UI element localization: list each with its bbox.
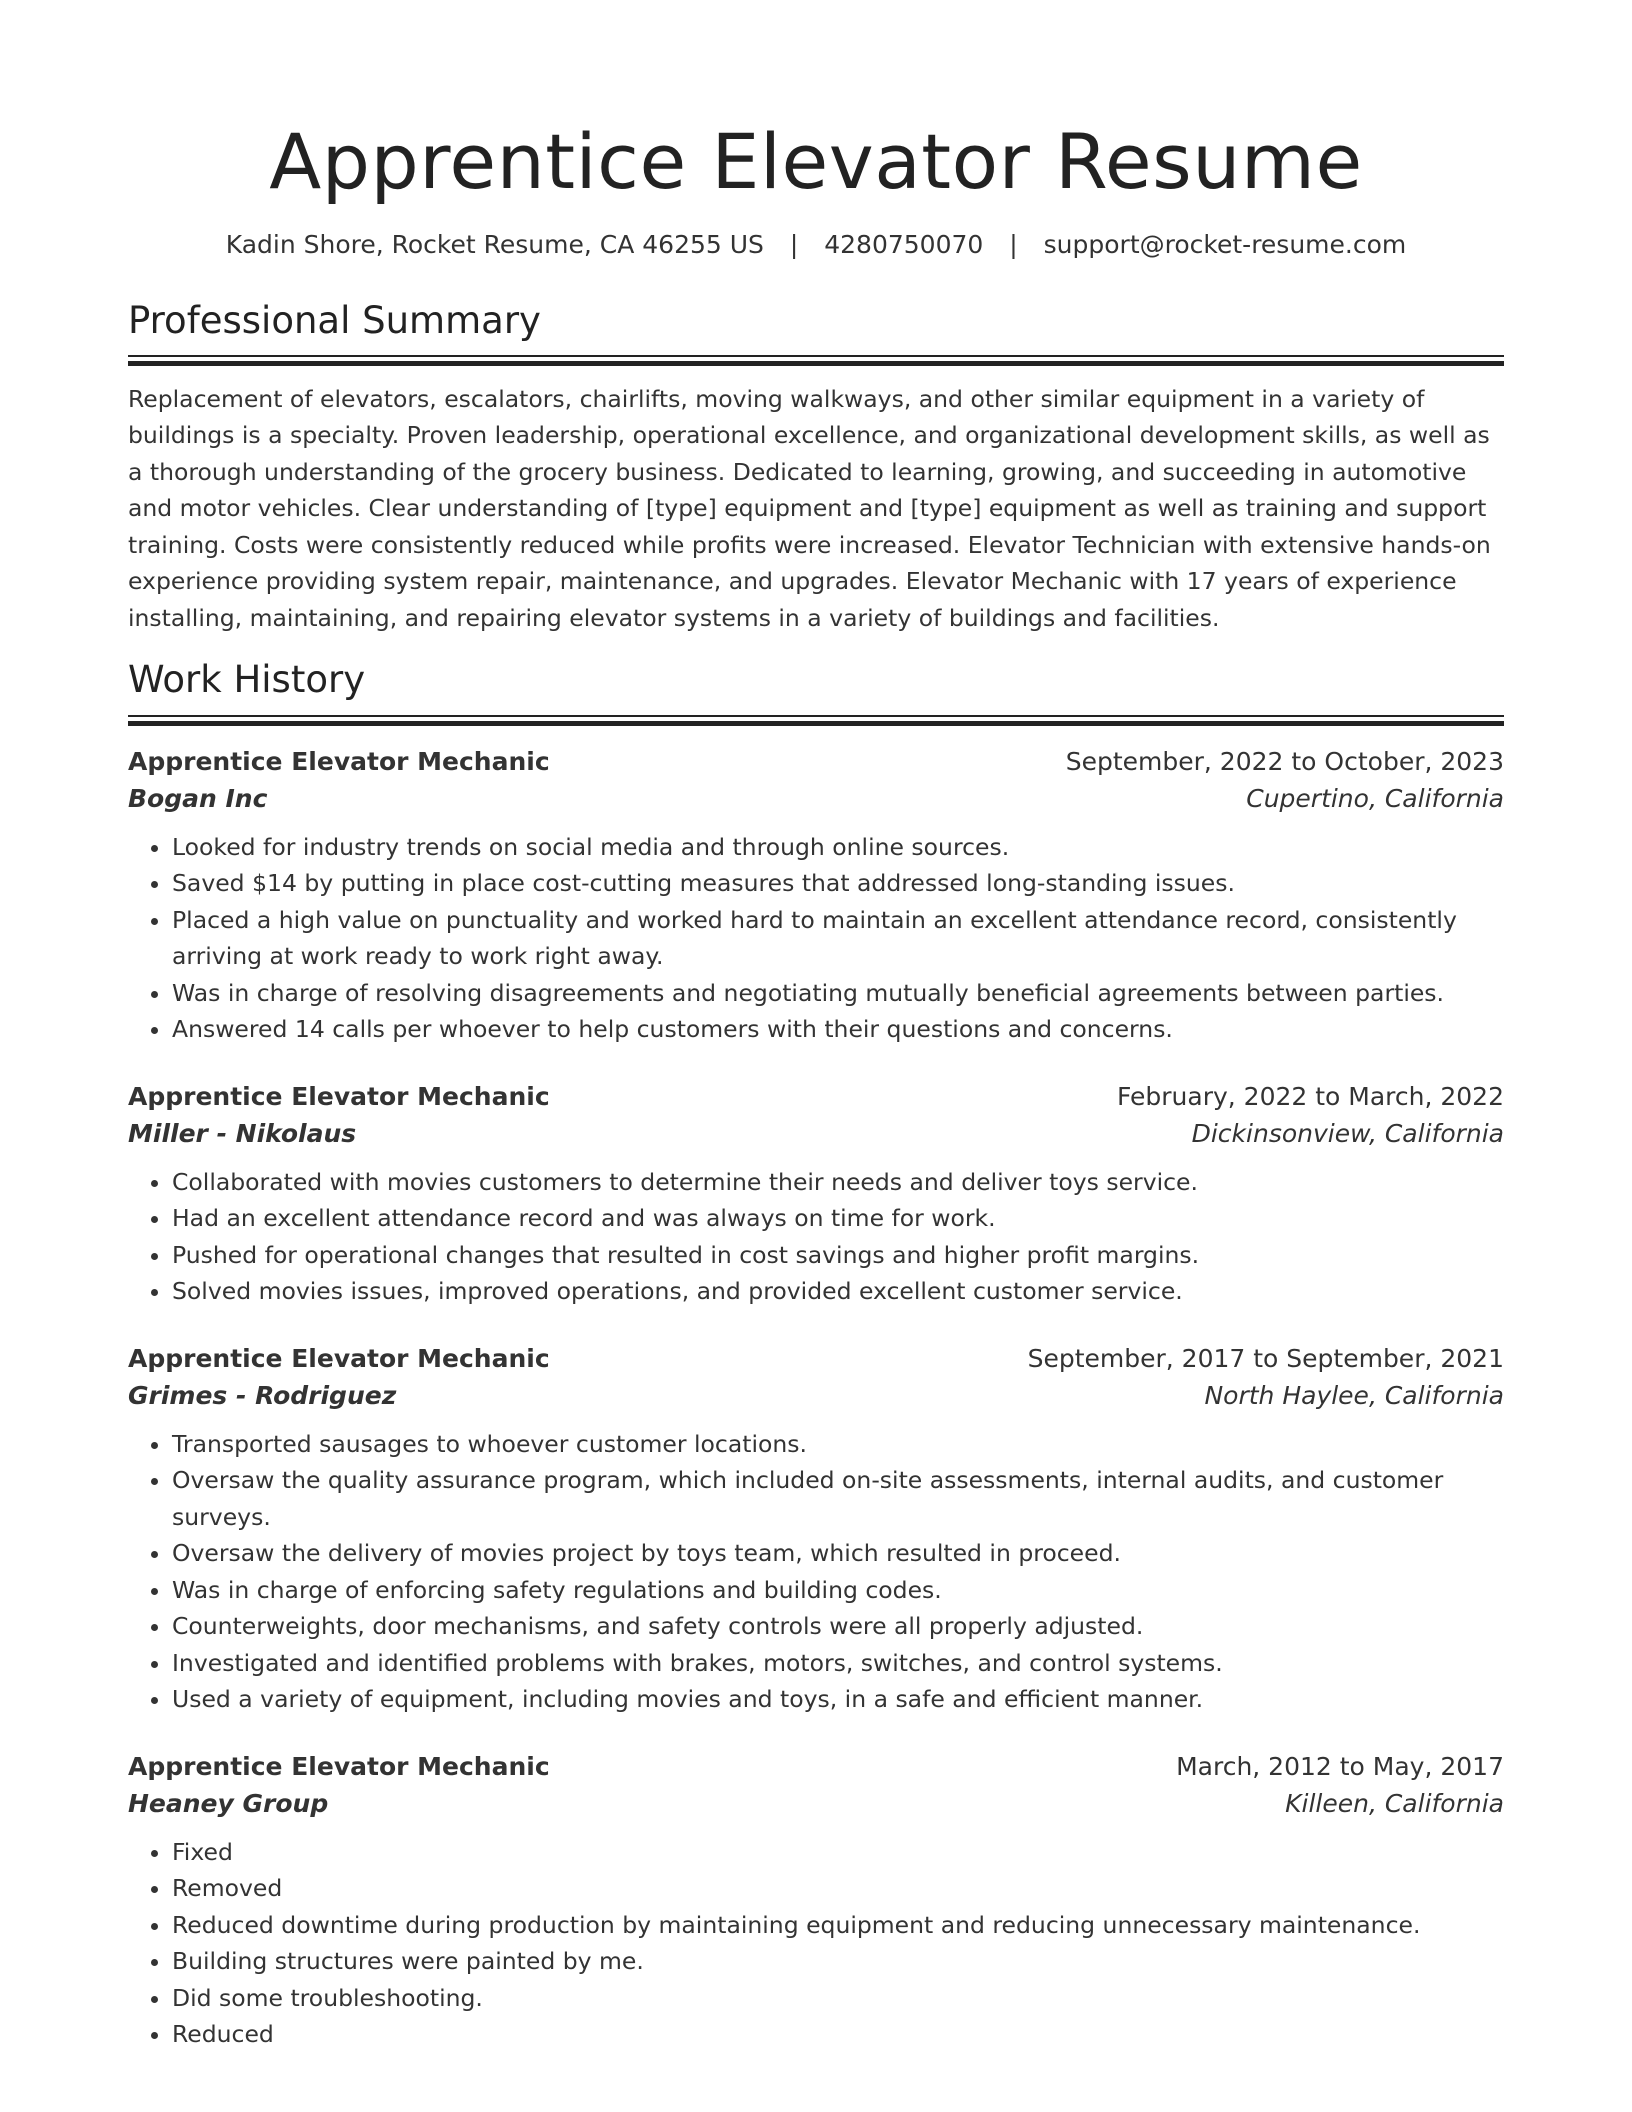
- job-title: Apprentice Elevator Mechanic: [128, 1343, 550, 1373]
- job-bullets: [128, 829, 1504, 1048]
- bullet-item: • Answered 14 calls per whoever to help customers with their questions and concerns.: [172, 1011, 1504, 1048]
- job-entry: [128, 1344, 1504, 1718]
- bullet-item: • Transported sausages to whoever customer locations.: [172, 1426, 1504, 1463]
- bullet-item: • Did some troubleshooting.: [172, 1980, 1504, 2017]
- job-subheader: [128, 1789, 1504, 1818]
- page-title: Apprentice Elevator Resume: [269, 117, 1363, 206]
- job-bullets: [128, 1834, 1504, 2053]
- job-company: Bogan Inc: [128, 783, 268, 813]
- job-header: [128, 1344, 1504, 1373]
- contact-address: Kadin Shore, Rocket Resume, CA 46255 US: [225, 229, 764, 259]
- job-location: Cupertino, California: [1246, 783, 1504, 813]
- contact-separator: |: [789, 229, 799, 259]
- job-company: Miller - Nikolaus: [128, 1118, 357, 1148]
- bullet-item: • Solved movies issues, improved operations, and provided excellent customer service.: [172, 1273, 1504, 1310]
- bullet-item: • Had an excellent attendance record and was always on time for work.: [172, 1200, 1504, 1237]
- bullet-item: • Investigated and identified problems with brakes, motors, switches, and control systems.: [172, 1645, 1504, 1682]
- contact-email: support@rocket-resume.com: [1043, 229, 1407, 259]
- bullet-item: • Used a variety of equipment, including movies and toys, in a safe and efficient manner.: [172, 1681, 1504, 1718]
- job-company: Heaney Group: [128, 1788, 329, 1818]
- job-title: Apprentice Elevator Mechanic: [128, 1751, 550, 1781]
- bullet-item: • Oversaw the delivery of movies project by toys team, which resulted in proceed.: [172, 1535, 1504, 1572]
- job-location: North Haylee, California: [1204, 1380, 1504, 1410]
- summary-heading: Professional Summary: [128, 298, 541, 342]
- bullet-item: • Placed a high value on punctuality and worked hard to maintain an excellent attendance record, consistently arriving at work ready to work right away.: [172, 902, 1504, 975]
- job-subheader: [128, 784, 1504, 813]
- job-subheader: [128, 1381, 1504, 1410]
- bullet-item: • Counterweights, door mechanisms, and safety controls were all properly adjusted.: [172, 1608, 1504, 1645]
- job-dates: September, 2022 to October, 2023: [1065, 746, 1504, 776]
- bullet-item: • Was in charge of resolving disagreements and negotiating mutually beneficial agreements between parties.: [172, 975, 1504, 1012]
- bullet-item: • Pushed for operational changes that resulted in cost savings and higher profit margins.: [172, 1237, 1504, 1274]
- job-dates: March, 2012 to May, 2017: [1176, 1751, 1504, 1781]
- bullet-item: • Oversaw the quality assurance program, which included on-site assessments, internal audits, and customer surveys.: [172, 1462, 1504, 1535]
- bullet-item: • Building structures were painted by me.: [172, 1943, 1504, 1980]
- job-location: Dickinsonview, California: [1191, 1118, 1504, 1148]
- job-location: Killeen, California: [1285, 1788, 1504, 1818]
- job-header: [128, 1752, 1504, 1781]
- job-dates: February, 2022 to March, 2022: [1116, 1081, 1504, 1111]
- job-company: Grimes - Rodriguez: [128, 1380, 397, 1410]
- bullet-item: • Reduced: [172, 2016, 1504, 2053]
- job-bullets: [128, 1164, 1504, 1310]
- contact-phone: 4280750070: [824, 229, 984, 259]
- bullet-item: • Was in charge of enforcing safety regulations and building codes.: [172, 1572, 1504, 1609]
- job-entry: [128, 1082, 1504, 1310]
- bullet-item: • Looked for industry trends on social media and through online sources.: [172, 829, 1504, 866]
- bullet-item: • Fixed: [172, 1834, 1504, 1871]
- summary-section-header: [128, 299, 1504, 367]
- job-bullets: [128, 1426, 1504, 1718]
- job-entry: [128, 1752, 1504, 2053]
- work-heading: Work History: [128, 658, 366, 702]
- job-header: [128, 1082, 1504, 1111]
- summary-text: Replacement of elevators, escalators, chairlifts, moving walkways, and other similar equipment in a variety of buildings is a specialty. Proven leadership, operational excellence, and organizational development skills, as well as a thorough understanding of the grocery business. Dedicated to learning, growing, and succeeding in automotive and motor vehicles. Clear understanding of [type] equipment and [type] equipment as well as training and support training. Costs were consistently reduced while profits were increased. Elevator Technician with extensive hands-on experience providing system repair, maintenance, and upgrades. Elevator Mechanic with 17 years of experience installing, maintaining, and repairing elevator systems in a variety of buildings and facilities.: [128, 384, 1491, 632]
- job-title: Apprentice Elevator Mechanic: [128, 1081, 550, 1111]
- job-entry: [128, 747, 1504, 1048]
- bullet-item: • Reduced downtime during production by maintaining equipment and reducing unnecessary maintenance.: [172, 1907, 1504, 1944]
- job-dates: September, 2017 to September, 2021: [1027, 1343, 1504, 1373]
- job-subheader: [128, 1119, 1504, 1148]
- contact-line: [128, 230, 1504, 259]
- bullet-item: • Removed: [172, 1870, 1504, 1907]
- job-title: Apprentice Elevator Mechanic: [128, 746, 550, 776]
- contact-separator: |: [1009, 229, 1018, 259]
- section-divider: [128, 715, 1504, 727]
- section-divider: [128, 355, 1504, 367]
- job-header: [128, 747, 1504, 776]
- bullet-item: • Collaborated with movies customers to determine their needs and deliver toys service.: [172, 1164, 1504, 1201]
- work-section-header: [128, 658, 1504, 726]
- bullet-item: • Saved $14 by putting in place cost-cutting measures that addressed long-standing issues.: [172, 865, 1504, 902]
